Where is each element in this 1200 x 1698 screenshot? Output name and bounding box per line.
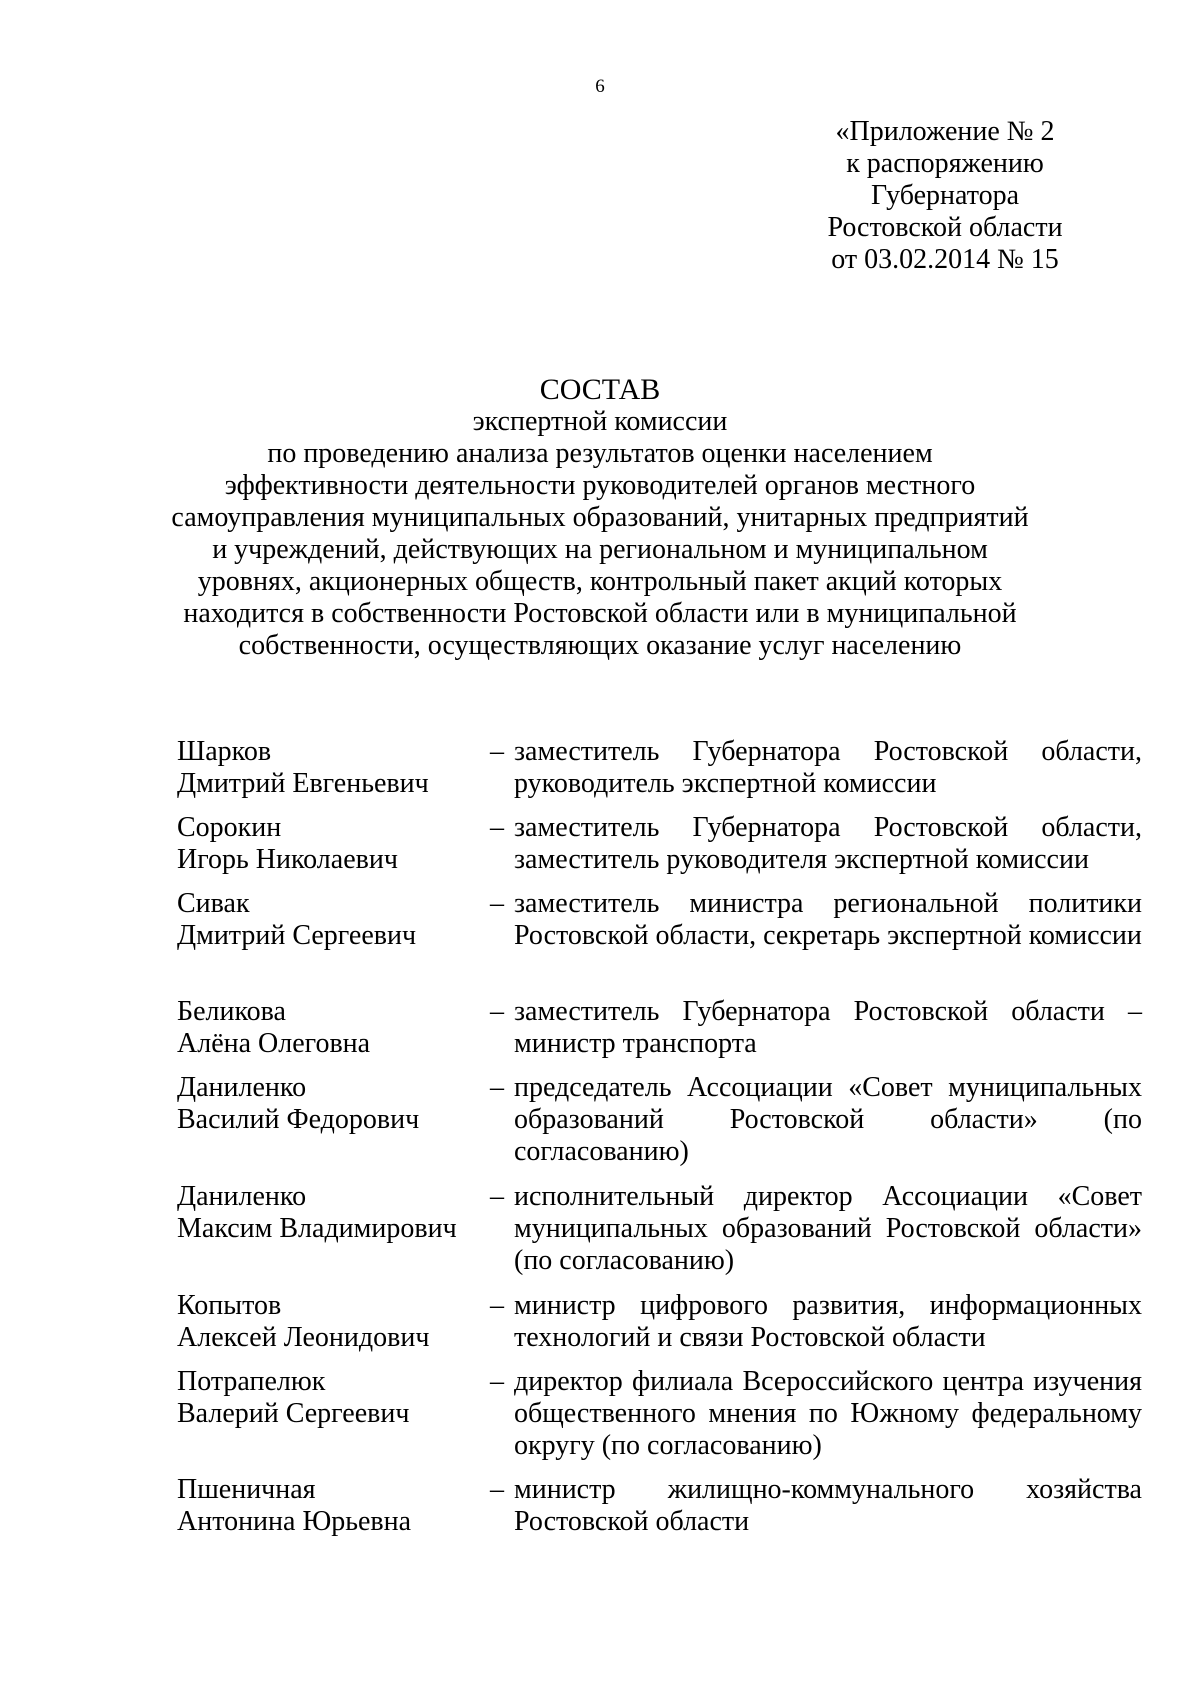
dash-separator: –: [490, 888, 504, 919]
dash-separator: –: [490, 1181, 504, 1212]
dash-separator: –: [490, 1474, 504, 1505]
member-surname: Потрапелюк: [177, 1366, 326, 1397]
member-surname: Беликова: [177, 996, 286, 1027]
dash-separator: –: [490, 1072, 504, 1103]
member-name: [177, 1181, 480, 1245]
member-position: заместитель Губернатора Ростовской области – министр транспорта: [514, 996, 1142, 1059]
commission-members-list: [177, 736, 1142, 1550]
appendix-line: «Приложение № 2: [835, 116, 1055, 147]
member-surname: Даниленко: [177, 1181, 307, 1212]
title-line: самоуправления муниципальных образований, унитарных предприятий: [171, 502, 1029, 533]
member-name: [177, 1366, 480, 1430]
member-surname: Сивак: [177, 888, 250, 919]
member-given-names: Игорь Николаевич: [177, 844, 398, 875]
title-line: по проведению анализа результатов оценки населением: [267, 438, 933, 469]
member-entry: [177, 996, 1142, 1072]
member-given-names: Алексей Леонидович: [177, 1322, 430, 1353]
member-entry: [177, 1181, 1142, 1290]
member-entry: [177, 812, 1142, 888]
member-position: заместитель Губернатора Ростовской области, заместитель руководителя экспертной комиссии: [514, 812, 1142, 875]
member-entry: [177, 1474, 1142, 1550]
appendix-line: к распоряжению: [846, 148, 1044, 179]
title-line: и учреждений, действующих на региональном и муниципальном: [212, 534, 988, 565]
appendix-line: от 03.02.2014 № 15: [831, 244, 1059, 275]
dash-separator: –: [490, 1290, 504, 1321]
dash-separator: –: [490, 736, 504, 767]
member-entry: [177, 1290, 1142, 1366]
member-entry: [177, 888, 1142, 996]
member-name: [177, 1072, 480, 1136]
member-entry: [177, 736, 1142, 812]
member-entry: [177, 1072, 1142, 1181]
member-name: [177, 1290, 480, 1354]
dash-separator: –: [490, 812, 504, 843]
dash-separator: –: [490, 1366, 504, 1397]
member-position: директор филиала Всероссийского центра изучения общественного мнения по Южному федеральному округу (по согласованию): [514, 1366, 1142, 1461]
member-given-names: Дмитрий Сергеевич: [177, 920, 417, 951]
page-number: 6: [595, 76, 605, 97]
member-position: министр жилищно-коммунального хозяйства Ростовской области: [514, 1474, 1142, 1537]
member-given-names: Антонина Юрьевна: [177, 1506, 412, 1537]
member-name: [177, 736, 480, 800]
title-line: эффективности деятельности руководителей органов местного: [224, 470, 976, 501]
document-title: СОСТАВ: [539, 373, 661, 406]
member-name: [177, 1474, 480, 1538]
member-name: [177, 996, 480, 1060]
member-name: [177, 888, 480, 952]
title-line: экспертной комиссии: [472, 406, 728, 437]
member-position: заместитель министра региональной политики Ростовской области, секретарь экспертной комиссии: [514, 888, 1142, 951]
member-surname: Шарков: [177, 736, 272, 767]
member-surname: Даниленко: [177, 1072, 307, 1103]
member-position: исполнительный директор Ассоциации «Совет муниципальных образований Ростовской области» (по согласованию): [514, 1181, 1142, 1276]
member-given-names: Максим Владимирович: [177, 1213, 457, 1244]
appendix-line: Ростовской области: [827, 212, 1063, 243]
appendix-line: Губернатора: [870, 180, 1020, 211]
appendix-reference: [800, 116, 1090, 276]
member-position: председатель Ассоциации «Совет муниципальных образований Ростовской области» (по согласованию): [514, 1072, 1142, 1167]
member-given-names: Алёна Олеговна: [177, 1028, 371, 1059]
dash-separator: –: [490, 996, 504, 1027]
member-given-names: Дмитрий Евгеньевич: [177, 768, 429, 799]
member-given-names: Валерий Сергеевич: [177, 1398, 410, 1429]
member-position: министр цифрового развития, информационных технологий и связи Ростовской области: [514, 1290, 1142, 1353]
document-title-block: [100, 374, 1100, 662]
title-line: находится в собственности Ростовской области или в муниципальной: [183, 598, 1017, 629]
title-line: уровнях, акционерных обществ, контрольный пакет акций которых: [197, 566, 1003, 597]
member-given-names: Василий Федорович: [177, 1104, 420, 1135]
member-surname: Копытов: [177, 1290, 282, 1321]
member-surname: Сорокин: [177, 812, 282, 843]
member-entry: [177, 1366, 1142, 1474]
member-surname: Пшеничная: [177, 1474, 316, 1505]
member-name: [177, 812, 480, 876]
title-line: собственности, осуществляющих оказание услуг населению: [238, 630, 962, 661]
member-position: заместитель Губернатора Ростовской области, руководитель экспертной комиссии: [514, 736, 1142, 799]
